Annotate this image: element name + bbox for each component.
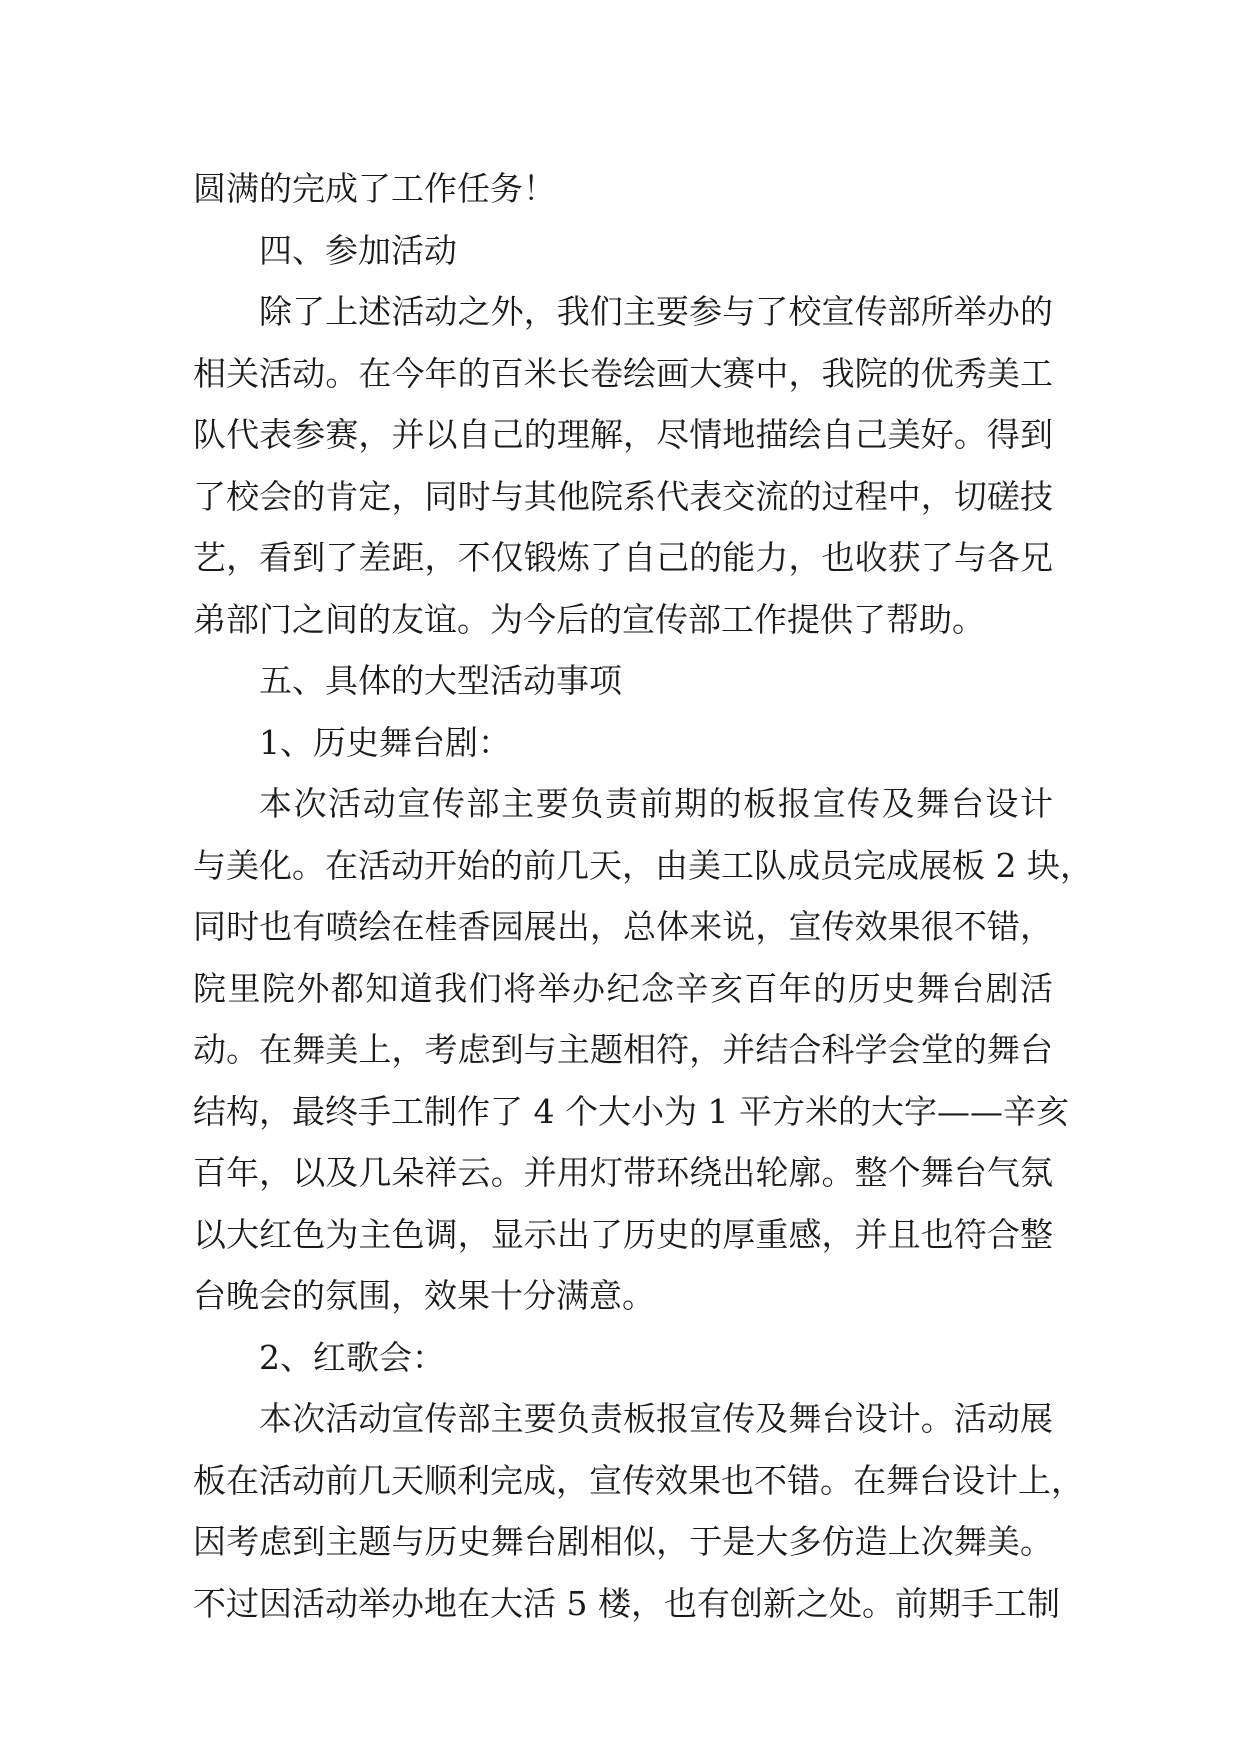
- text-line: 不过因活动举办地在大活 5 楼，也有创新之处。前期手工制: [193, 1583, 1060, 1623]
- text-line: 了校会的肯定，同时与其他院系代表交流的过程中，切磋技: [193, 476, 1053, 516]
- text-line: 1、历史舞台剧：: [259, 722, 511, 762]
- document-body: [193, 158, 1093, 1634]
- text-line: 动。在舞美上，考虑到与主题相符，并结合科学会堂的舞台: [193, 1030, 1053, 1069]
- text-line: 同时也有喷绘在桂香园展出，总体来说，宣传效果很不错，: [193, 907, 1053, 946]
- text-line: 以大红色为主色调，显示出了历史的厚重感，并且也符合整: [193, 1214, 1053, 1254]
- text-line: 四、参加活动: [259, 230, 457, 270]
- text-line: 因考虑到主题与历史舞台剧相似，于是大多仿造上次舞美。: [193, 1522, 1053, 1561]
- text-line: 百年，以及几朵祥云。并用灯带环绕出轮廓。整个舞台气氛: [193, 1153, 1053, 1192]
- text-line: 院里院外都知道我们将举办纪念辛亥百年的历史舞台剧活: [193, 968, 1053, 1008]
- text-line: 圆满的完成了工作任务！: [193, 169, 556, 208]
- text-line: 艺，看到了差距，不仅锻炼了自己的能力，也收获了与各兄: [193, 538, 1053, 577]
- text-line: 队代表参赛，并以自己的理解，尽情地描绘自己美好。得到: [193, 415, 1053, 454]
- text-line: 本次活动宣传部主要负责前期的板报宣传及舞台设计: [259, 784, 1053, 823]
- text-line: 与美化。在活动开始的前几天，由美工队成员完成展板 2 块，: [193, 845, 1093, 885]
- text-line: 台晚会的氛围，效果十分满意。: [193, 1276, 655, 1315]
- text-line: 结构，最终手工制作了 4 个大小为 1 平方米的大字——辛亥: [193, 1091, 1069, 1131]
- text-line: 本次活动宣传部主要负责板报宣传及舞台设计。活动展: [259, 1399, 1053, 1438]
- text-line: 五、具体的大型活动事项: [259, 661, 622, 700]
- text-line: 2、红歌会：: [259, 1337, 445, 1377]
- text-line: 板在活动前几天顺利完成，宣传效果也不错。在舞台设计上，: [193, 1460, 1084, 1500]
- text-line: 相关活动。在今年的百米长卷绘画大赛中，我院的优秀美工: [193, 353, 1053, 393]
- text-line: 弟部门之间的友谊。为今后的宣传部工作提供了帮助。: [193, 599, 985, 639]
- text-line: 除了上述活动之外，我们主要参与了校宣传部所举办的: [259, 292, 1053, 331]
